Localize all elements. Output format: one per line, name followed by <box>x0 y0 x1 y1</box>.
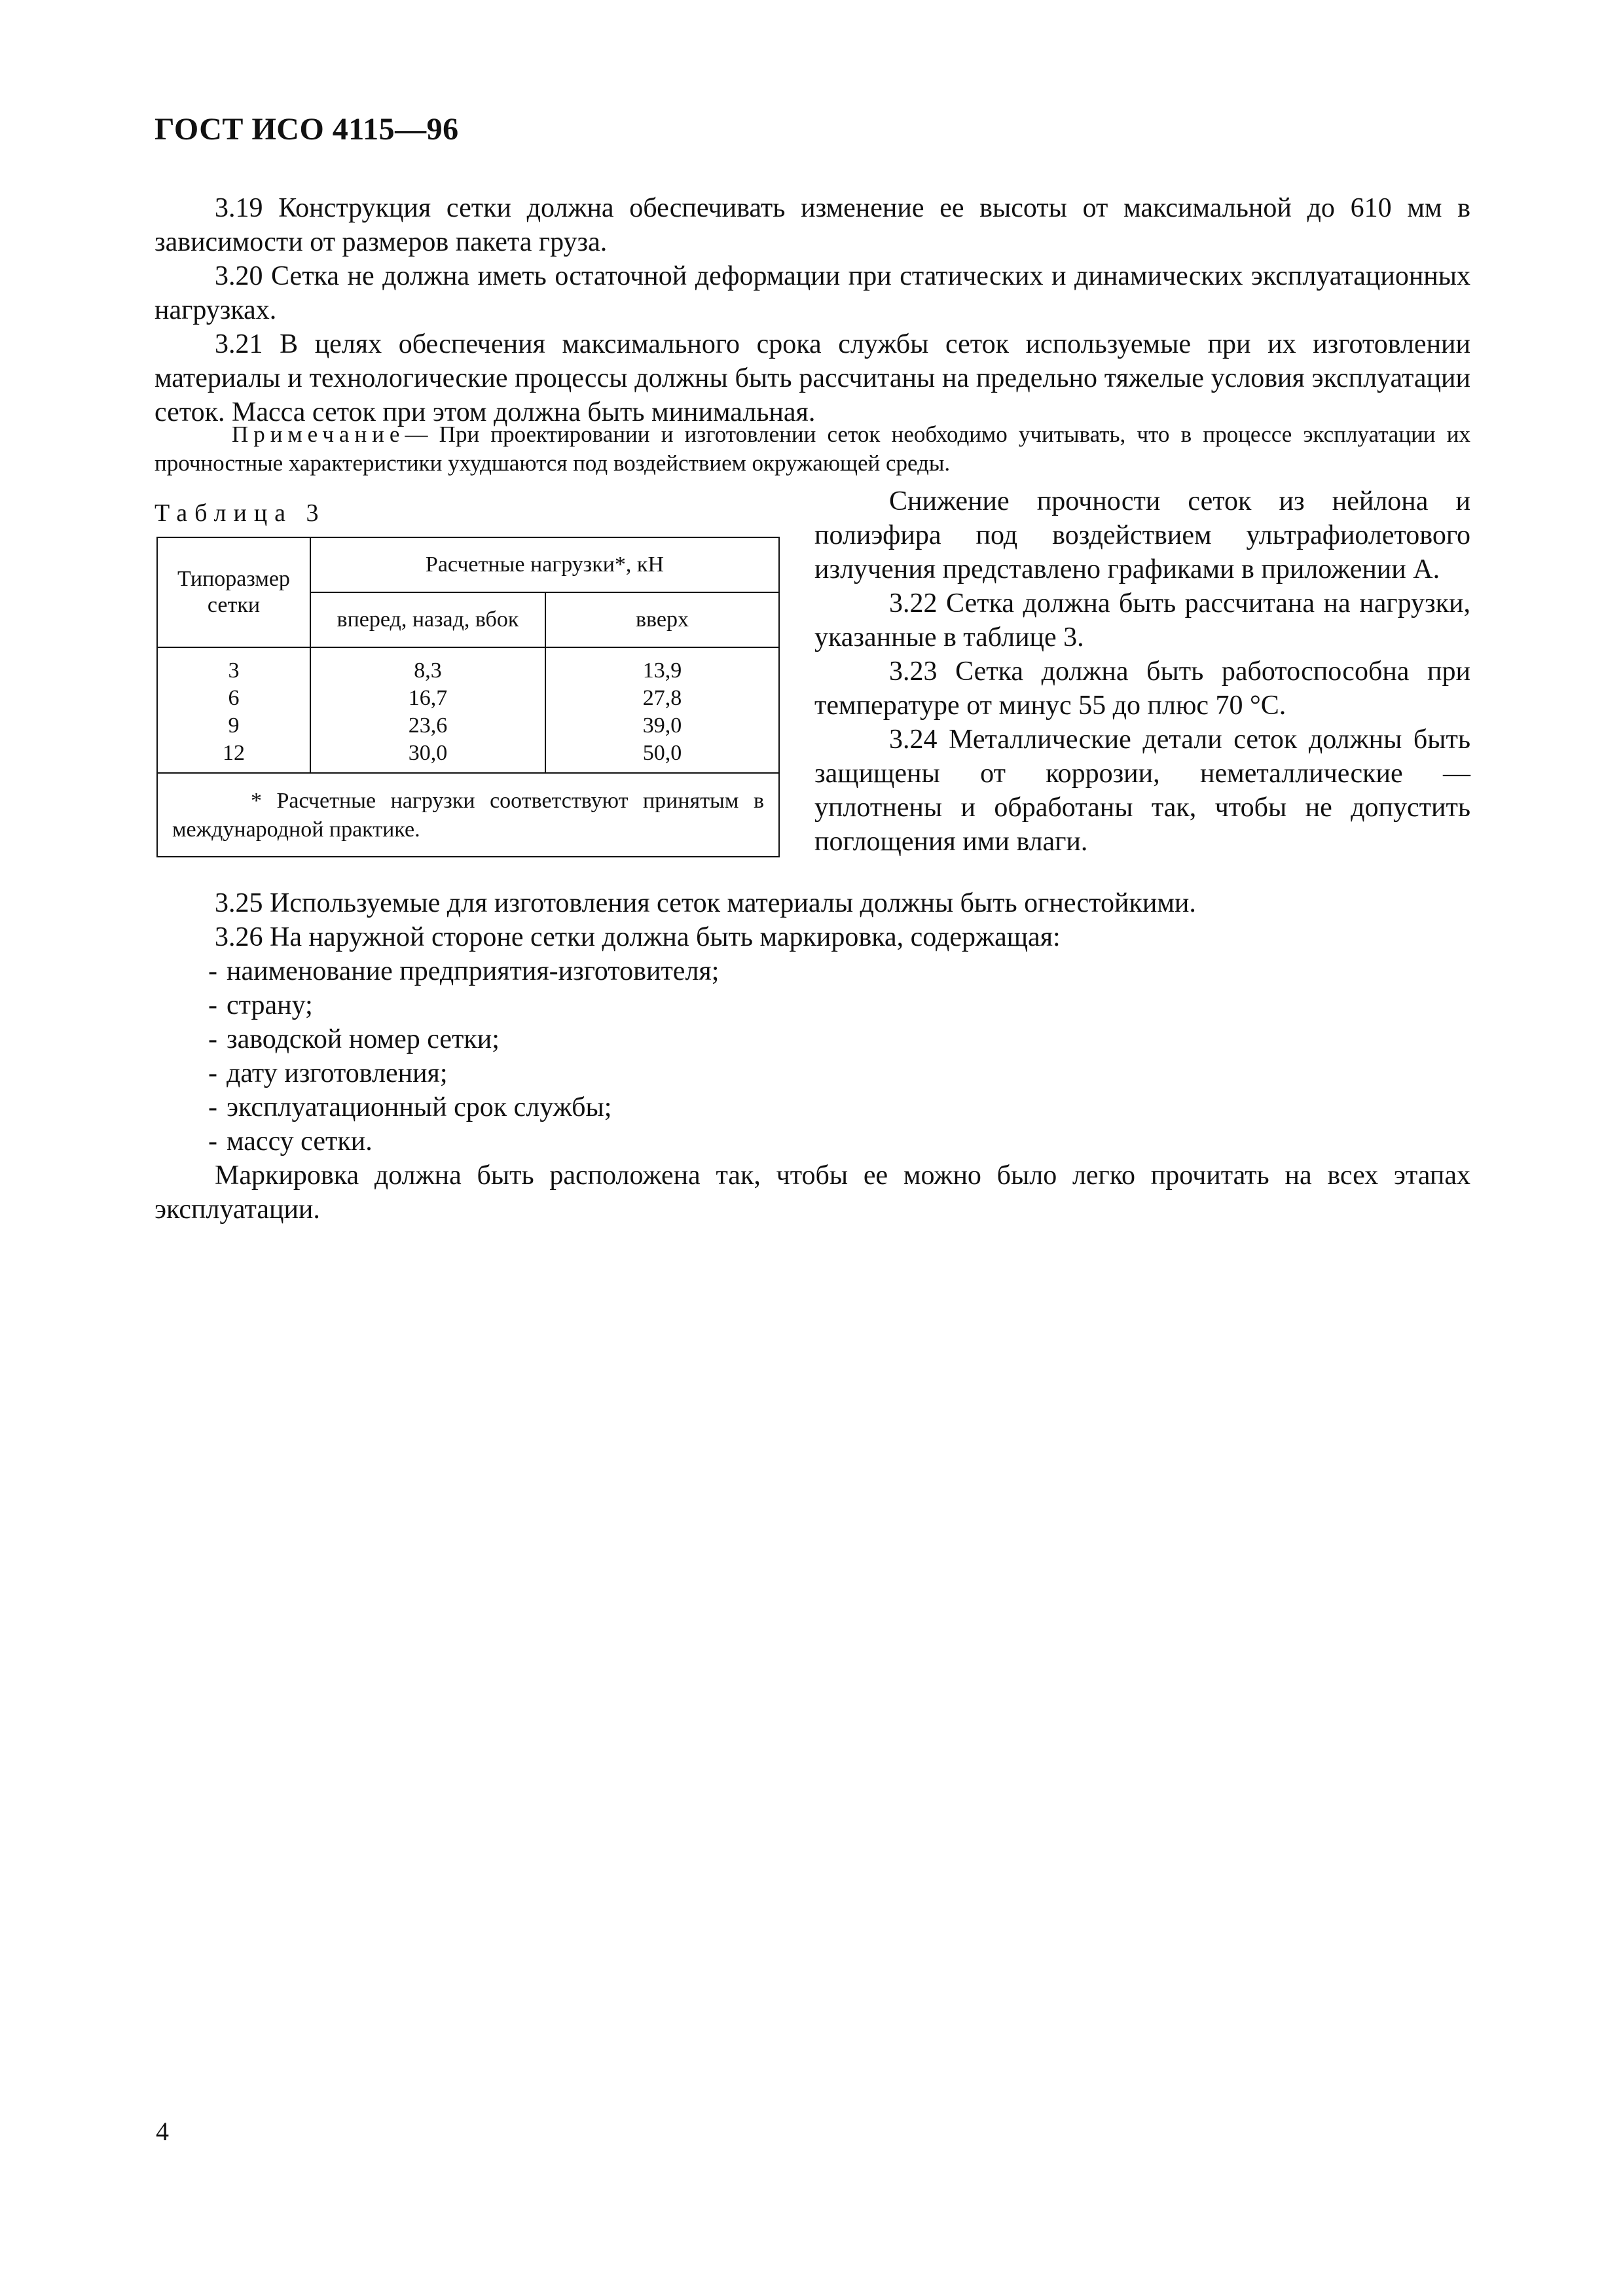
cell-size: 3 <box>157 647 310 685</box>
table-row <box>157 740 779 773</box>
cell-forward: 8,3 <box>310 647 545 685</box>
table-footnote: * Расчетные нагрузки соответствуют принятым в международной практике. <box>157 773 779 857</box>
table-row <box>157 647 779 685</box>
cell-size: 12 <box>157 740 310 773</box>
header-forward: вперед, назад, вбок <box>310 592 545 647</box>
table-caption: Таблица 3 <box>155 499 326 527</box>
paragraph-3-21: 3.21 В целях обеспечения максимального срока службы сеток используемые при их изготовлении материалы и технологические процессы должны быть рассчитаны на предельно тяжелые условия эксплуатации сеток. Масса сеток при этом должна быть минимальная. <box>155 329 1470 427</box>
right-column <box>814 484 1470 859</box>
cell-forward: 16,7 <box>310 685 545 712</box>
cell-up: 27,8 <box>545 685 779 712</box>
list-dash: - <box>208 956 217 986</box>
header-loads: Расчетные нагрузки*, кН <box>310 537 779 592</box>
list-item-text: эксплуатационный срок службы; <box>227 1092 612 1122</box>
note <box>155 420 1470 478</box>
paragraph-3-26: 3.26 На наружной стороне сетки должна быть маркировка, содержащая: <box>215 922 1061 952</box>
closing-paragraph: Маркировка должна быть расположена так, чтобы ее можно было легко прочитать на всех этапах эксплуатации. <box>155 1160 1470 1225</box>
paragraph-3-24: 3.24 Металлические детали сеток должны быть защищены от коррозии, неметаллические — уплотнены и обработаны так, чтобы не допустить поглощения ими влаги. <box>814 725 1470 857</box>
list-item-text: наименование предприятия-изготовителя; <box>227 956 720 986</box>
note-label: Примечание <box>232 422 405 447</box>
cell-up: 13,9 <box>545 647 779 685</box>
table-row <box>157 685 779 712</box>
paragraph-3-22: 3.22 Сетка должна быть рассчитана на нагрузки, указанные в таблице 3. <box>814 588 1470 653</box>
list-item <box>208 1090 719 1124</box>
list-dash: - <box>208 1058 217 1088</box>
list-dash: - <box>208 1092 217 1122</box>
page-number: 4 <box>156 2117 169 2146</box>
table-row <box>157 712 779 740</box>
list-item <box>208 1056 719 1090</box>
cell-forward: 23,6 <box>310 712 545 740</box>
cell-up: 39,0 <box>545 712 779 740</box>
header-size: Типоразмер сетки <box>157 537 310 647</box>
list-item <box>208 988 719 1022</box>
cell-up: 50,0 <box>545 740 779 773</box>
cell-size: 6 <box>157 685 310 712</box>
cell-size: 9 <box>157 712 310 740</box>
uv-degradation-text: Снижение прочности сеток из нейлона и полиэфира под воздействием ультрафиолетового излучения представлено графиками в приложении А. <box>814 486 1470 584</box>
list-dash: - <box>208 1126 217 1157</box>
list-item <box>208 1124 719 1158</box>
list-item-text: дату изготовления; <box>227 1058 448 1088</box>
list-item-text: заводской номер сетки; <box>227 1024 500 1054</box>
list-dash: - <box>208 1024 217 1054</box>
paragraph-3-19: 3.19 Конструкция сетки должна обеспечивать изменение ее высоты от максимальной до 610 мм в зависимости от размеров пакета груза. <box>155 193 1470 257</box>
paragraph-3-20: 3.20 Сетка не должна иметь остаточной деформации при статических и динамических эксплуатационных нагрузках. <box>155 261 1470 325</box>
note-text: — При проектировании и изготовлении сеток необходимо учитывать, что в процессе эксплуатации их прочностные характеристики ухудшаются под воздействием окружающей среды. <box>155 422 1470 476</box>
loads-table <box>156 537 780 857</box>
list-item-text: страну; <box>227 990 313 1020</box>
paragraph-3-23: 3.23 Сетка должна быть работоспособна при температуре от минус 55 до плюс 70 °С. <box>814 656 1470 721</box>
marking-list <box>208 954 720 1158</box>
paragraph-3-25: 3.25 Используемые для изготовления сеток материалы должны быть огнестойкими. <box>215 888 1196 918</box>
list-item <box>208 1022 719 1056</box>
header-up: вверх <box>545 592 779 647</box>
list-dash: - <box>208 990 217 1020</box>
cell-forward: 30,0 <box>310 740 545 773</box>
document-header: ГОСТ ИСО 4115—96 <box>155 112 459 147</box>
list-item <box>208 954 720 988</box>
list-item-text: массу сетки. <box>227 1126 373 1157</box>
